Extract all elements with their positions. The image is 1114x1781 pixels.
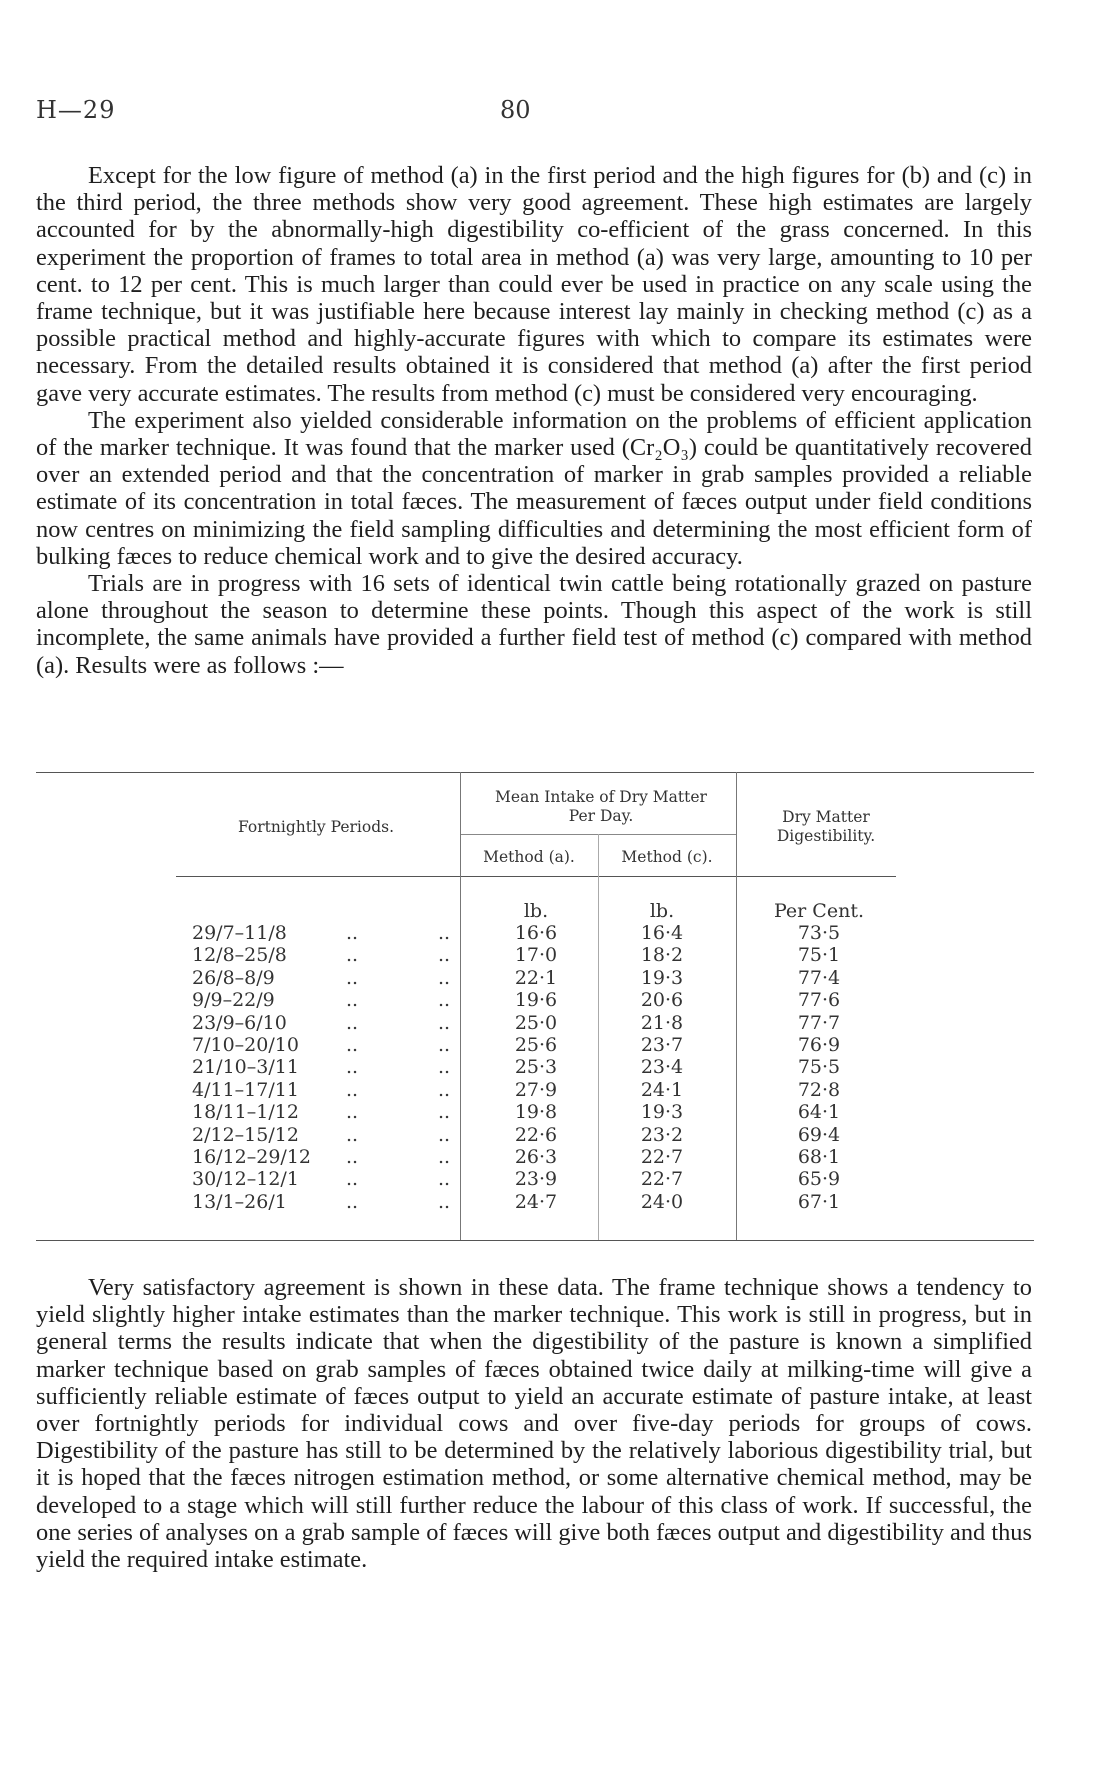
header-method-c: Method (c).	[621, 848, 713, 866]
method-a-cell: 19·6	[514, 989, 558, 1012]
period-cell: 16/12–29/12	[192, 1146, 312, 1168]
table-row	[36, 922, 1034, 944]
unit-digestibility: Per Cent.	[774, 900, 864, 922]
leader-dots: ..	[346, 966, 359, 989]
leader-dots: ..	[438, 1146, 451, 1168]
method-c-cell: 23·4	[640, 1056, 684, 1079]
digestibility-cell: 76·9	[797, 1034, 841, 1056]
table-row	[36, 1191, 1034, 1213]
method-a-cell: 27·9	[514, 1078, 558, 1101]
method-c-cell: 16·4	[640, 922, 684, 944]
leader-dots: ..	[346, 1190, 359, 1213]
leader-dots: ..	[346, 1056, 359, 1079]
leader-dots: ..	[346, 1101, 359, 1124]
table-row	[36, 1034, 1034, 1056]
table-row	[36, 944, 1034, 966]
leader-dots: ..	[346, 1146, 359, 1168]
method-a-cell: 19·8	[514, 1101, 558, 1124]
leader-dots: ..	[346, 1123, 359, 1146]
period-cell: 21/10–3/11	[192, 1056, 299, 1079]
period-cell: 29/7–11/8	[192, 922, 287, 944]
leader-dots: ..	[438, 989, 451, 1012]
leader-dots: ..	[438, 944, 451, 967]
leader-dots: ..	[346, 989, 359, 1012]
period-cell: 26/8–8/9	[192, 966, 275, 989]
method-c-cell: 23·7	[640, 1034, 684, 1056]
digestibility-cell: 72·8	[797, 1078, 841, 1101]
leader-dots: ..	[438, 1034, 451, 1056]
method-c-cell: 24·1	[640, 1078, 684, 1101]
method-a-cell: 23·9	[514, 1168, 558, 1191]
results-table	[36, 772, 1034, 1244]
method-a-cell: 17·0	[514, 944, 558, 967]
paragraph: Very satisfactory agreement is shown in these data. The frame technique shows a tendency to yield slightly higher intake estimates than the marker technique. This work is still in progress, but in general terms the results indicate that when the digestibility of the pasture is known a simplified marker technique based on grab samples of fæces obtained twice daily at milking-time will give a sufficiently reliable estimate of fæces output to yield an accurate estimate of pasture intake, at least over fortnightly periods for individual cows and over five-day periods for groups of cows. Digestibility of the pasture has still to be determined by the relatively laborious digestibility trial, but it is hoped that the fæces nitrogen estimation method, or some alternative chemical method, may be developed to a stage which will still further reduce the labour of this class of work. If successful, the one series of analyses on a grab sample of fæces will give both fæces output and digestibility and thus yield the required intake estimate.	[36, 1274, 1032, 1574]
period-cell: 30/12–12/1	[192, 1168, 299, 1191]
table-row	[36, 1124, 1034, 1146]
digestibility-cell: 77·6	[797, 989, 841, 1012]
leader-dots: ..	[346, 1078, 359, 1101]
table-row	[36, 1012, 1034, 1034]
method-a-cell: 26·3	[514, 1146, 558, 1168]
method-c-cell: 21·8	[640, 1011, 684, 1034]
table-top-rule	[36, 772, 1034, 773]
digestibility-cell: 67·1	[797, 1190, 841, 1213]
header-method-a: Method (a).	[483, 848, 575, 866]
table-row	[36, 989, 1034, 1011]
method-c-cell: 19·3	[640, 966, 684, 989]
method-c-cell: 22·7	[640, 1146, 684, 1168]
paragraph: The experiment also yielded considerable information on the problems of efficient application of the marker technique. It was found that the marker used (Cr₂O₃) could be quantitatively recovered over an extended period and that the concentration of marker in grab samples provided a reliable estimate of its concentration in total fæces. The measurement of fæces output under field conditions now centres on minimizing the field sampling difficulties and determining the most efficient form of bulking fæces to reduce chemical work and to give the desired accuracy.	[36, 406, 1032, 570]
leader-dots: ..	[438, 1101, 451, 1124]
method-a-cell: 25·3	[514, 1056, 558, 1079]
method-c-cell: 18·2	[640, 944, 684, 967]
header-periods: Fortnightly Periods.	[238, 818, 394, 836]
period-cell: 2/12–15/12	[192, 1123, 299, 1146]
intro-text	[36, 162, 1032, 679]
digestibility-cell: 69·4	[797, 1123, 841, 1146]
period-cell: 13/1–26/1	[192, 1190, 287, 1213]
method-a-cell: 24·7	[514, 1190, 558, 1213]
leader-dots: ..	[438, 1168, 451, 1191]
period-cell: 7/10–20/10	[192, 1034, 299, 1056]
period-cell: 23/9–6/10	[192, 1011, 287, 1034]
digestibility-cell: 73·5	[797, 922, 841, 944]
leader-dots: ..	[438, 966, 451, 989]
paragraph: Except for the low figure of method (a) in the first period and the high figures for (b) and (c) in the third period, the three methods show very good agreement. These high estimates are largely accounted for by the abnormally-high digestibility co-efficient of the grass concerned. In this experiment the proportion of frames to total area in method (a) was very large, amounting to 10 per cent. to 12 per cent. This is much larger than could ever be used in practice on any scale using the frame technique, but it was justifiable here because interest lay mainly in checking method (c) as a possible practical method and highly-accurate figures with which to compare its estimates were necessary. From the detailed results obtained it is considered that method (a) after the first period gave very accurate estimates. The results from method (c) must be considered very encouraging.	[36, 162, 1032, 407]
method-c-cell: 20·6	[640, 989, 684, 1012]
digestibility-cell: 68·1	[797, 1146, 841, 1168]
period-cell: 9/9–22/9	[192, 989, 275, 1012]
leader-dots: ..	[438, 1190, 451, 1213]
period-cell: 18/11–1/12	[192, 1101, 299, 1124]
method-a-cell: 25·6	[514, 1034, 558, 1056]
table-row	[36, 1056, 1034, 1078]
header-digestibility: Dry Matter Digestibility.	[776, 808, 876, 845]
leader-dots: ..	[438, 1078, 451, 1101]
digestibility-cell: 77·4	[797, 966, 841, 989]
digestibility-cell: 75·5	[797, 1056, 841, 1079]
page-number: 80	[500, 96, 531, 124]
method-a-cell: 22·1	[514, 966, 558, 989]
leader-dots: ..	[438, 1123, 451, 1146]
leader-dots: ..	[346, 1034, 359, 1056]
digestibility-cell: 75·1	[797, 944, 841, 967]
leader-dots: ..	[346, 944, 359, 967]
method-c-cell: 24·0	[640, 1190, 684, 1213]
leader-dots: ..	[438, 1056, 451, 1079]
header-bottom-rule	[176, 876, 896, 877]
paragraph: Trials are in progress with 16 sets of identical twin cattle being rotationally grazed on pasture alone throughout the season to determine these points. Though this aspect of the work is still incomplete, the same animals have provided a further field test of method (c) compared with method (a). Results were as follows :—	[36, 570, 1032, 679]
leader-dots: ..	[438, 1011, 451, 1034]
period-cell: 12/8–25/8	[192, 944, 287, 967]
unit-method-a: lb.	[523, 900, 549, 922]
leader-dots: ..	[346, 1011, 359, 1034]
table-row	[36, 1079, 1034, 1101]
method-c-cell: 19·3	[640, 1101, 684, 1124]
digestibility-cell: 77·7	[797, 1011, 841, 1034]
method-c-cell: 22·7	[640, 1168, 684, 1191]
table-bottom-rule	[36, 1240, 1034, 1241]
conclusion-text	[36, 1274, 1032, 1573]
digestibility-cell: 64·1	[797, 1101, 841, 1124]
unit-method-c: lb.	[649, 900, 675, 922]
digestibility-cell: 65·9	[797, 1168, 841, 1191]
section-code: H—29	[36, 96, 116, 124]
leader-dots: ..	[346, 922, 359, 944]
table-row	[36, 1146, 1034, 1168]
method-c-cell: 23·2	[640, 1123, 684, 1146]
table-row	[36, 967, 1034, 989]
method-a-cell: 22·6	[514, 1123, 558, 1146]
table-row	[36, 1101, 1034, 1123]
method-a-cell: 16·6	[514, 922, 558, 944]
leader-dots: ..	[346, 1168, 359, 1191]
leader-dots: ..	[438, 922, 451, 944]
period-cell: 4/11–17/11	[192, 1078, 299, 1101]
header-mean-intake: Mean Intake of Dry Matter Per Day.	[495, 788, 707, 825]
method-a-cell: 25·0	[514, 1011, 558, 1034]
table-row	[36, 1168, 1034, 1190]
